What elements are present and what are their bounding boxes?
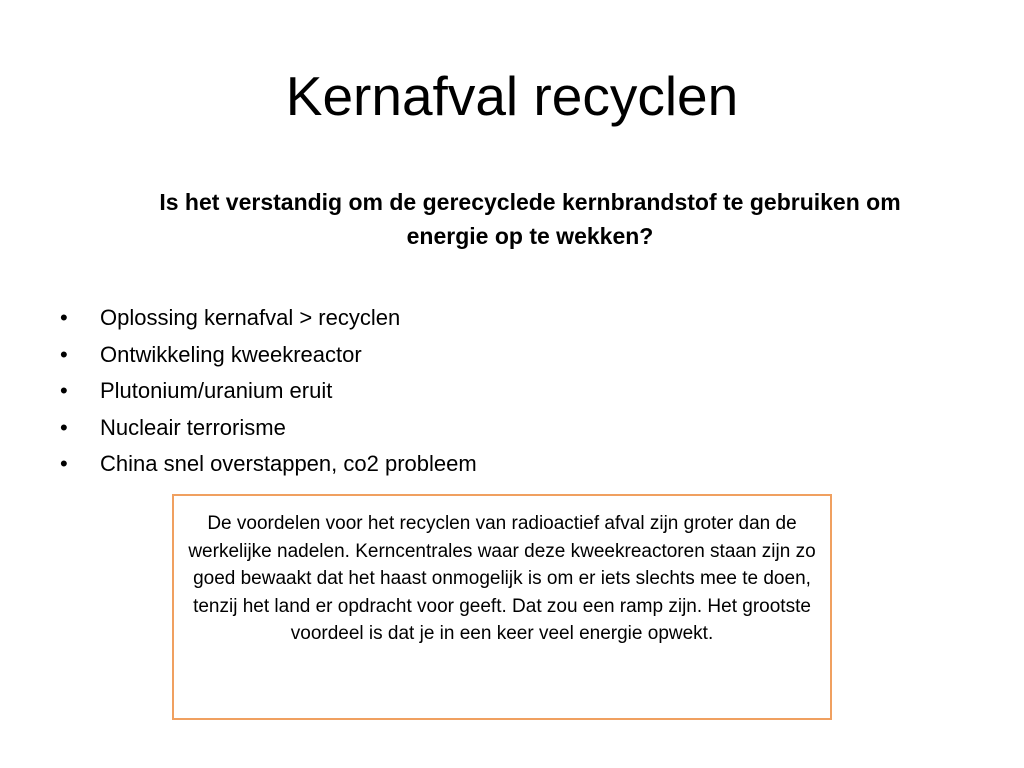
bullet-text: Plutonium/uranium eruit (100, 378, 333, 403)
list-item (60, 337, 477, 374)
bullet-icon: • (60, 451, 68, 476)
list-item (60, 300, 477, 337)
bullet-icon: • (60, 378, 68, 403)
list-item (60, 410, 477, 447)
conclusion-text-box: De voordelen voor het recyclen van radioactief afval zijn groter dan de werkelijke nadelen. Kerncentrales waar deze kweekreactoren staan zijn zo goed bewaakt dat het haast onmogelijk is om er iets slechts mee te doen, tenzij het land er opdracht voor geeft. Dat zou een ramp zijn. Het grootste voordeel is dat je in een keer veel energie opwekt. (172, 494, 832, 720)
bullet-icon: • (60, 414, 68, 440)
bullet-text: China snel overstappen, co2 probleem (100, 451, 477, 476)
slide-question: Is het verstandig om de gerecyclede kernbrandstof te gebruiken om energie op te wekken? (159, 189, 901, 249)
list-item (60, 446, 477, 483)
bullet-text: Oplossing kernafval > recyclen (100, 305, 401, 330)
list-item (60, 373, 477, 410)
bullet-text: Ontwikkeling kweekreactor (100, 341, 362, 367)
bullet-icon: • (60, 341, 68, 367)
slide-title: Kernafval recyclen (285, 65, 739, 127)
bullet-text: Nucleair terrorisme (100, 414, 286, 440)
bullet-list (60, 300, 477, 483)
bullet-icon: • (60, 305, 68, 330)
